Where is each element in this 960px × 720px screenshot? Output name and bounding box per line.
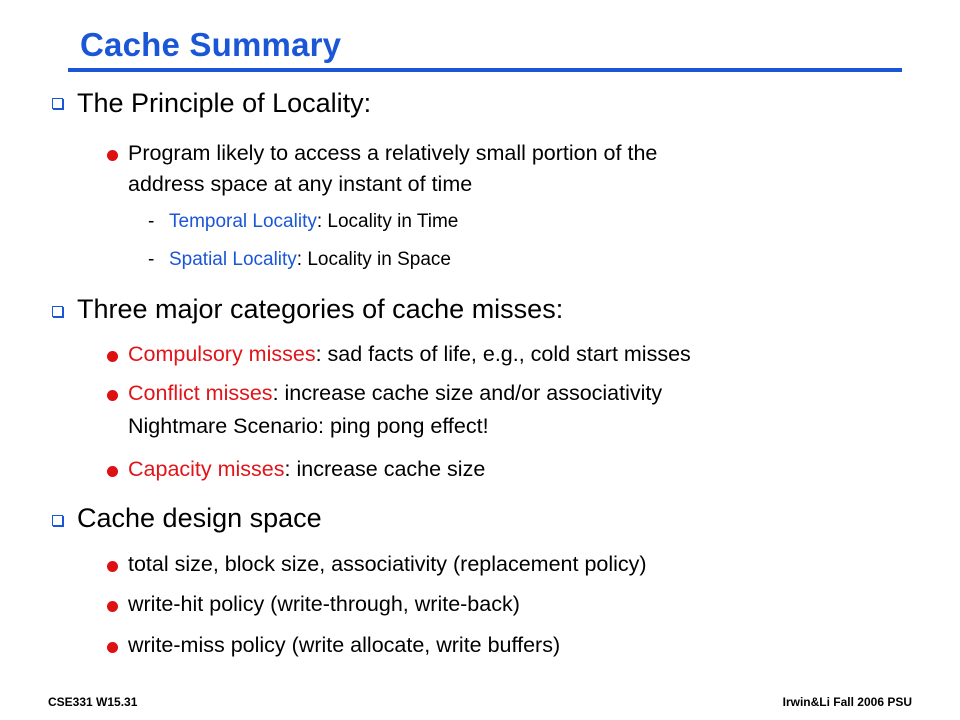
sub-item-spatial: Spatial Locality: Locality in Space [169, 249, 451, 270]
bullet-program-line2: address space at any instant of time [128, 172, 473, 196]
slide-title: Cache Summary [80, 26, 342, 63]
bullet-conflict: Conflict misses: increase cache size and/or associativity [128, 381, 663, 405]
square-bullet-icon [52, 306, 63, 317]
sub-item-marker: - [148, 211, 155, 232]
section-heading-misses: Three major categories of cache misses: [77, 294, 564, 324]
round-bullet-icon [107, 642, 118, 653]
bullet-conflict-line2: Nightmare Scenario: ping pong effect! [128, 414, 489, 438]
bullet-design-1: total size, block size, associativity (replacement policy) [128, 552, 647, 576]
bullet-capacity: Capacity misses: increase cache size [128, 457, 486, 481]
round-bullet-icon [107, 150, 118, 161]
footer-credit: Irwin&Li Fall 2006 PSU [782, 695, 912, 709]
bullet-design-3: write-miss policy (write allocate, write buffers) [128, 633, 561, 657]
square-bullet-icon [52, 98, 63, 109]
sub-item-temporal: Temporal Locality: Locality in Time [169, 211, 459, 232]
round-bullet-icon [107, 601, 118, 612]
section-heading-design: Cache design space [77, 503, 322, 533]
bullet-compulsory: Compulsory misses: sad facts of life, e.g., cold start misses [128, 342, 691, 366]
title-underline [68, 68, 902, 72]
round-bullet-icon [107, 561, 118, 572]
bullet-design-2: write-hit policy (write-through, write-back) [128, 592, 520, 616]
section-heading-locality: The Principle of Locality: [77, 88, 372, 118]
round-bullet-icon [107, 466, 118, 477]
square-bullet-icon [52, 515, 63, 526]
round-bullet-icon [107, 351, 118, 362]
footer-course: CSE331 W15.31 [48, 695, 138, 709]
round-bullet-icon [107, 390, 118, 401]
sub-item-marker: - [148, 249, 155, 270]
bullet-program-line1: Program likely to access a relatively small portion of the [128, 141, 658, 165]
